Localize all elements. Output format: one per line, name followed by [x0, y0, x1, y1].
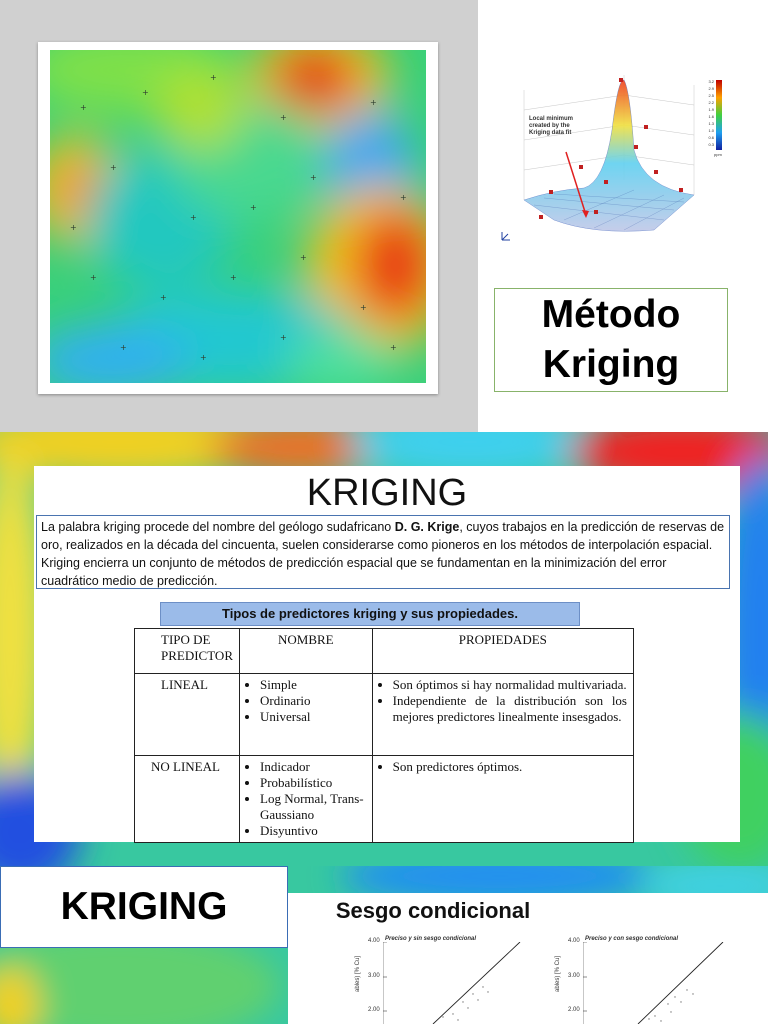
list-item: • Son predictores óptimos. [393, 759, 627, 775]
svg-text:+: + [230, 273, 237, 282]
tick-label: 2.00 [568, 1007, 580, 1013]
list-item: • Disyuntivo [260, 823, 366, 839]
slide3-subtitle: Sesgo condicional [335, 898, 531, 923]
table-row [135, 756, 634, 843]
header-tipo: TIPO DE PREDICTOR [135, 629, 240, 674]
svg-text:+: + [142, 88, 149, 97]
tick-label: 2.00 [368, 1007, 380, 1013]
list-item: • Simple [260, 677, 366, 693]
scatter-plot-area [583, 942, 733, 1024]
list-item: • Son óptimos si hay normalidad multivariada. [393, 677, 627, 693]
table-caption: Tipos de predictores kriging y sus propiedades. [160, 602, 580, 626]
slide3-title-box [0, 866, 288, 948]
scatter-plot-area [383, 942, 533, 1024]
slide3-title: KRIGING [60, 885, 228, 928]
svg-text:+: + [210, 73, 217, 82]
tick-label: 3.00 [568, 973, 580, 979]
list-item: • Universal [260, 709, 366, 725]
row-tipo: LINEAL [135, 674, 240, 756]
list-item: • Independiente de la distribución son los mejores predictores linealmente insesgados. [393, 693, 627, 725]
row-tipo: NO LINEAL [135, 756, 240, 843]
header-propiedades: PROPIEDADES [372, 629, 633, 674]
chart-title: Preciso y sin sesgo condicional [385, 936, 477, 942]
colorbar-unit: ppm [714, 152, 722, 157]
list-item: • Log Normal, Trans-Gaussiano [260, 791, 366, 823]
header-nombre: NOMBRE [240, 629, 373, 674]
surface-3d-plot-image [494, 70, 728, 250]
list-item: • Ordinario [260, 693, 366, 709]
scatter-chart-right [555, 932, 735, 1024]
chart-title: Preciso y con sesgo condicional [585, 936, 679, 942]
metodo-kriging-title-box [494, 288, 728, 392]
svg-text:+: + [390, 343, 397, 352]
svg-text:+: + [160, 293, 167, 302]
svg-text:+: + [110, 163, 117, 172]
svg-text:+: + [310, 173, 317, 182]
svg-text:+: + [120, 343, 127, 352]
svg-text:+: + [300, 253, 307, 262]
svg-text:+: + [280, 113, 287, 122]
slide2-title: KRIGING [306, 472, 468, 514]
list-item: • Probabilístico [260, 775, 366, 791]
tick-label: 4.00 [368, 938, 380, 944]
annotation-line-3: Kriging data fit [529, 130, 572, 136]
svg-text:+: + [190, 213, 197, 222]
annotation-line-2: created by the [529, 123, 570, 129]
axis-label: ables) [% Cu] [555, 955, 561, 992]
svg-text:+: + [370, 98, 377, 107]
scatter-chart-left [355, 932, 535, 1024]
svg-text:+: + [250, 203, 257, 212]
svg-text:+: + [90, 273, 97, 282]
heatmap-surface [50, 50, 426, 383]
title-line-1: Método [541, 293, 681, 336]
svg-text:+: + [400, 193, 407, 202]
kriging-predictor-table [134, 628, 634, 843]
svg-text:+: + [280, 333, 287, 342]
svg-text:+: + [200, 353, 207, 362]
tick-label: 3.00 [368, 973, 380, 979]
svg-text:+: + [360, 303, 367, 312]
svg-text:+: + [80, 103, 87, 112]
annotation-line-1: Local minimum [529, 116, 574, 122]
title-line-2: Kriging [542, 343, 680, 386]
table-row [135, 674, 634, 756]
axis-label: ables) [% Cu] [355, 955, 361, 992]
kriging-definition-paragraph: La palabra kriging procede del nombre del geólogo sudafricano D. G. Krige, cuyos trabajos en la predicción de reservas de oro, realizados en la década del cincuenta, suelen considerarse como pioneros en los métodos de interpolación espacial. Kriging encierra un conjunto de métodos de predicción espacial que se fundamentan en la minimización del error cuadrático medio de predicción. [36, 515, 730, 589]
svg-text:+: + [70, 223, 77, 232]
tick-label: 4.00 [568, 938, 580, 944]
list-item: • Indicador [260, 759, 366, 775]
kriging-heatmap-image [38, 42, 438, 394]
table-header-row [135, 629, 634, 674]
colorbar-ticks: 3.2 2.9 2.5 2.2 1.9 1.6 1.3 1.0 0.6 0.3 [708, 79, 714, 147]
